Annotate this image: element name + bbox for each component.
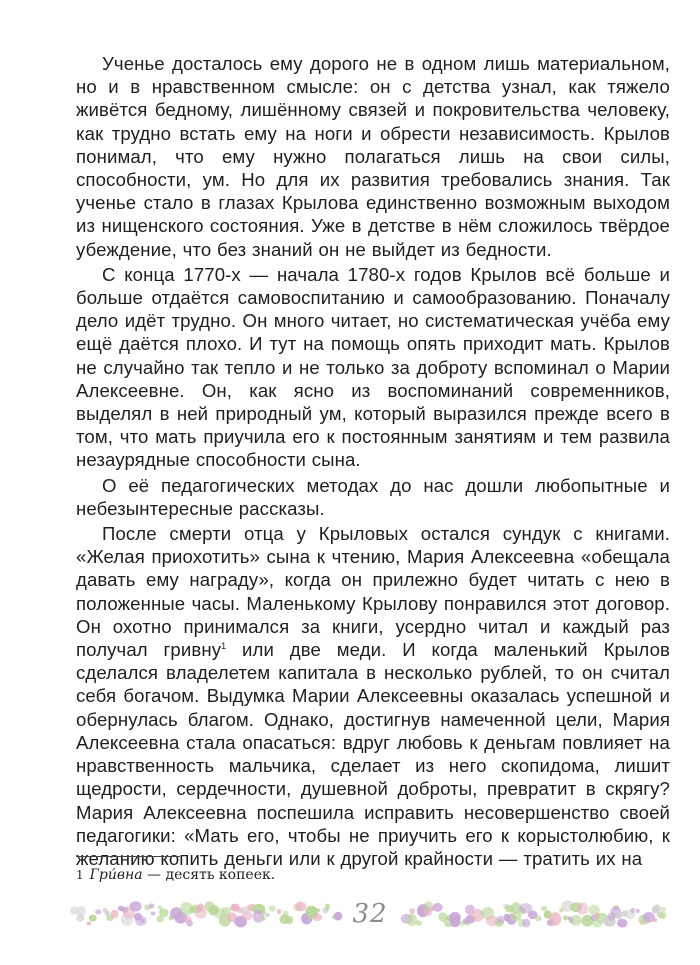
decorative-dot [95,909,101,914]
decorative-dot [406,914,417,926]
decorative-dot [149,903,154,908]
decorative-dot [570,915,581,926]
decorative-dot [76,915,84,922]
decorative-dot [433,903,443,912]
decorative-dot [497,916,505,924]
decorative-dot [415,920,422,925]
footnote-definition: — десять копеек. [142,867,276,883]
decorative-dot [150,912,155,916]
decorative-dot [334,912,342,921]
decorative-dot [576,902,588,915]
paragraph-3: О её педагогических методах до нас дошли любопытные и небезынтересные рассказы. [76,474,670,519]
decorative-dot [409,908,415,914]
page-number: 32 [352,899,388,929]
decorative-dot [325,908,329,912]
decorative-dot [282,911,288,917]
body-text [76,52,670,870]
decorative-dot [617,919,628,928]
decorative-dot [450,916,460,927]
paragraph-1: Ученье досталось ему дорого не в одном лишь материальном, но и в нравственном смысле: он с детства узнал, как тяжело живётся бедному, лишённому связей и покровительства человеку, как трудно встать ему на ноги и обрести независимость. Крылов понимал, что ему нужно полагаться лишь на свои силы, способности, ум. Но для их развития требовались знания. Так ученье стало в глазах Крылова единственно возможным выходом из нищенского состояния. Уже в детстве в нём сложилось твёрдое убеждение, что без знаний он не выйдет из бедности. [76,53,670,260]
decorative-dot [661,907,666,912]
decorative-dot [313,913,322,921]
footnote-number: 1 [76,868,84,882]
decorative-dot [535,915,541,921]
decorative-dot [140,919,144,924]
decorative-dot [105,911,110,916]
decorative-dot [631,908,636,913]
decorative-dot [660,911,667,919]
decorative-dot [549,912,561,925]
paragraph-2: С конца 1770-х — начала 1780-х годов Крылов всё больше и больше отдаётся самовоспитанию и самообразованию. Поначалу дело идёт трудно. Он много читает, но систематическая учёба ему ещё даётся плохо. И тут на помощь опять приходит мать. Крылов не случайно так тепло и не только за доброту вспоминал о Марии Алексеевне. Он, как ясно из воспоминаний современников, выделял в ней природный ум, который выразился прежде всего в том, что мать приучила его к постоянным занятиям и тем развила незаурядные способности сына. [76,263,670,471]
footnote-term: Гри́вна [89,867,143,883]
footnote-marker: 1 [221,640,227,651]
paragraph-4: После смерти отца у Крыловых остался сундук с книгами. «Желая приохотить» сына к чтению, Мария Алексеевна «обещала давать ему награду», когда он прилежно будет читать с нею в положенные часы. Маленькому Крылову понравился этот договор. Он охотно принимался за книги, усердно читал и каждый раз получал гривну$^1$ или две меди. И когда маленький Крылов сделался владелетем капитала в несколько рублей, то он считал себя богачом. Выдумка Марии Алексеевны оказалась успешной и обернулась благом. Однако, достигнув намеченной цели, Мария Алексеевна стала опасаться: вдруг любовь к деньгам повлияет на нравственность мальчика, сделает из него скопидома, лишит щедрости, сердечности, душевной доброты, превратит в скрягу? Мария Алексеевна поспешила исправить несовершенство своей педагогики: «Мать его, чтобы не приучить его к корыстолюбию, к желанию копить деньги или к другой крайности — тратить их на [76,523,670,869]
decorative-dot [286,916,294,924]
decorative-dot [653,905,661,914]
decorative-dot [261,911,266,915]
decorative-dot [111,910,119,919]
decorative-dot [636,909,640,913]
decorative-dot [277,909,282,914]
decorative-dot [186,920,193,927]
decorative-dot [316,908,321,912]
decorative-dot [89,915,97,922]
decorative-dot [159,908,168,917]
footnote [76,866,275,884]
decorative-dot [269,906,276,912]
decorative-dot [87,922,91,926]
decorative-dot [130,901,142,911]
decorative-dot [652,918,657,922]
decorative-dot [563,915,568,920]
decorative-dot [541,906,547,911]
decorative-dot [265,913,270,917]
decorative-dot [522,919,530,928]
decorative-dot [261,917,266,921]
decorative-dot [296,901,307,911]
footnote-divider [76,856,180,857]
